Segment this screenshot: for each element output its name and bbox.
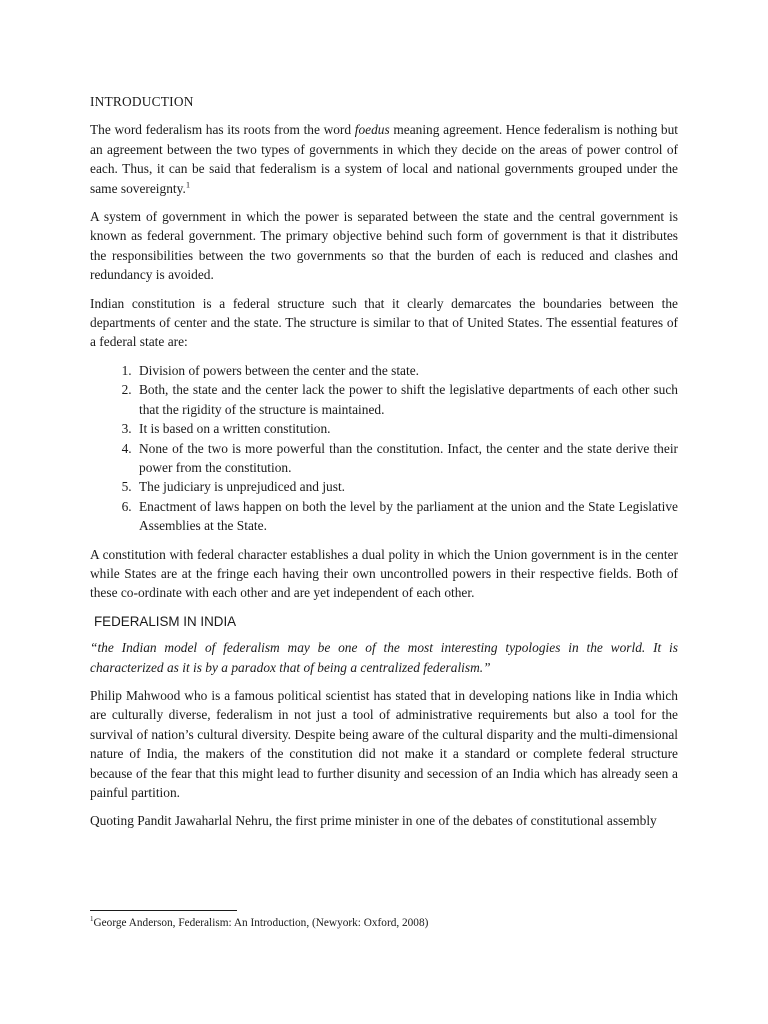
federalism-in-india-heading: FEDERALISM IN INDIA xyxy=(94,613,237,629)
footnote-divider xyxy=(90,910,237,911)
paragraph-philip-mahwood: Philip Mahwood who is a famous political scientist has stated that in developing nations like in India which are culturally diverse, federalism in not just a tool of administrative requirements but also a tool for the survival of nation’s cultural diversity. Despite being aware of the cultural disparity and the multi-dimensional nature of India, the makers of the constitution did not make it a standard or complete federal structure because of the fear that this might lead to further disunity and secession of an India which has already seen a painful partition. xyxy=(90,687,678,800)
list-item: 6. Enactment of laws happen on both the level by the parliament at the union and the State Legislative Assemblies at the State. xyxy=(135,497,678,536)
paragraph-dual-polity: A constitution with federal character establishes a dual polity in which the Union government is in the center while States are at the fringe each having their own uncontrolled powers in their respective fields. Both of these co-ordinate with each other and are yet independent of each other. xyxy=(90,546,678,601)
list-item: 2. Both, the state and the center lack the power to shift the legislative departments of each other such that the rigidity of the structure is maintained. xyxy=(135,380,678,419)
list-item: 3. It is based on a written constitution. xyxy=(135,419,678,438)
footnote-marker: 1 xyxy=(90,915,94,924)
quote-paragraph: “the Indian model of federalism may be one of the most interesting typologies in the world. It is characterized as it is by a paradox that of being a centralized federalism.” xyxy=(90,640,678,675)
paragraph-federalism-definition xyxy=(90,120,678,198)
paragraph-nehru: Quoting Pandit Jawaharlal Nehru, the first prime minister in one of the debates of constitutional assembly xyxy=(90,813,657,829)
paragraph-federal-government: A system of government in which the power is separated between the state and the central government is known as federal government. The primary objective behind such form of government is that it distributes the responsibilities between the two governments so that the burden of each is reduced and clashes and redundancy is avoided. xyxy=(90,209,678,283)
footnote xyxy=(90,916,678,930)
features-list xyxy=(90,361,678,536)
introduction-heading: INTRODUCTION xyxy=(90,94,194,109)
footnote-text: George Anderson, Federalism: An Introduction, (Newyork: Oxford, 2008) xyxy=(93,917,429,929)
italic-term-foedus: foedus xyxy=(354,122,390,138)
list-item: 1. Division of powers between the center and the state. xyxy=(135,361,678,380)
list-item: 4. None of the two is more powerful than the constitution. Infact, the center and the state derive their power from the constitution. xyxy=(135,439,678,478)
footnote-reference[interactable]: 1 xyxy=(185,179,191,190)
paragraph-indian-constitution: Indian constitution is a federal structure such that it clearly demarcates the boundaries between the departments of center and the state. The structure is similar to that of United States. The essential features of a federal state are: xyxy=(90,295,678,350)
paragraph-text: meaning agreement. Hence federalism is nothing but an agreement between the two types of governments in which they decide on the areas of power control of each. Thus, it can be said that federalism is a system of local and national governments grouped under the same sovereignty. xyxy=(90,122,679,196)
list-item: 5. The judiciary is unprejudiced and just. xyxy=(135,477,678,496)
document-page xyxy=(90,92,678,840)
paragraph-text: The word federalism has its roots from the word xyxy=(90,122,355,138)
